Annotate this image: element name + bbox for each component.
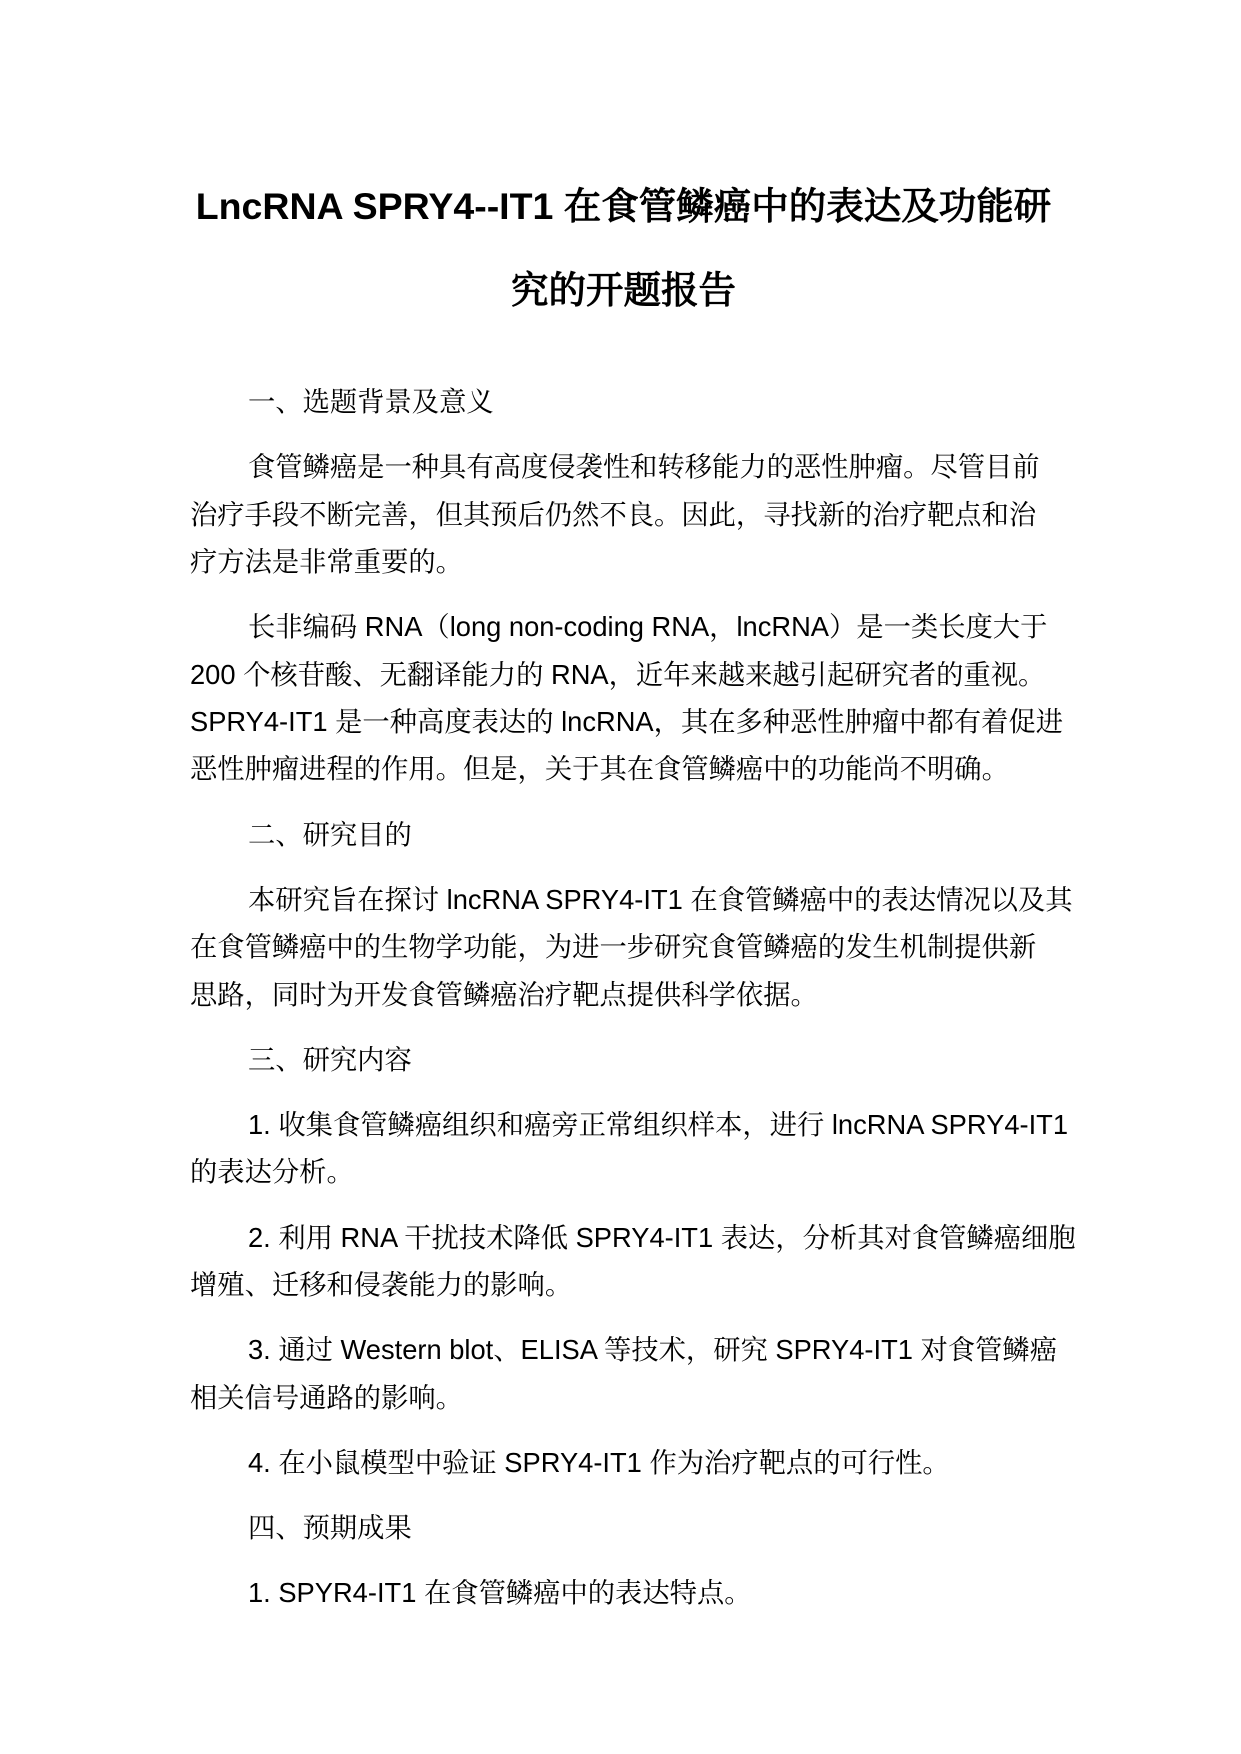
- section-heading-text: 三、研究内容: [248, 1043, 412, 1075]
- title-line: 究的开题报告: [511, 269, 736, 311]
- paragraph-line: 思路，同时为开发食管鳞癌治疗靶点提供科学依据。: [190, 978, 818, 1010]
- list-item-line: 1. 收集食管鳞癌组织和癌旁正常组织样本，进行 lncRNA SPRY4-IT1: [248, 1108, 1069, 1140]
- list-item-line: 相关信号通路的影响。: [190, 1381, 463, 1413]
- section-heading-text: 四、预期成果: [248, 1511, 412, 1543]
- paragraph-line: 恶性肿瘤进程的作用。但是，关于其在食管鳞癌中的功能尚不明确。: [190, 753, 1009, 785]
- paragraph: [190, 443, 1057, 585]
- paragraph-line: 200 个核苷酸、无翻译能力的 RNA，近年来越来越引起研究者的重视。: [190, 658, 1046, 690]
- title-line: LncRNA SPRY4--IT1 在食管鳞癌中的表达及功能研: [195, 185, 1052, 227]
- paragraph-line: 治疗手段不断完善，但其预后仍然不良。因此，寻找新的治疗靶点和治: [190, 498, 1037, 530]
- section-heading-text: 二、研究目的: [248, 818, 412, 850]
- list-item-line: 的表达分析。: [190, 1156, 354, 1188]
- list-item-line: 增殖、迁移和侵袭能力的影响。: [190, 1268, 573, 1300]
- list-item: [190, 1569, 1057, 1616]
- document-body: [190, 378, 1076, 1634]
- list-item: [190, 1101, 1069, 1196]
- section-heading: [190, 1504, 1057, 1551]
- list-item-line: 3. 通过 Western blot、ELISA 等技术，研究 SPRY4-IT1 对食管鳞癌: [248, 1334, 1058, 1366]
- section-heading: [190, 811, 1057, 858]
- document-title: [190, 164, 1057, 332]
- paragraph-line: 在食管鳞癌中的生物学功能，为进一步研究食管鳞癌的发生机制提供新: [190, 931, 1037, 963]
- section-heading-text: 一、选题背景及意义: [248, 386, 494, 417]
- paragraph: [190, 603, 1064, 793]
- list-item: [190, 1214, 1076, 1309]
- list-item-line: 1. SPYR4-IT1 在食管鳞癌中的表达特点。: [248, 1577, 752, 1609]
- paragraph-line: 食管鳞癌是一种具有高度侵袭性和转移能力的恶性肿瘤。尽管目前: [248, 451, 1040, 483]
- paragraph: [190, 876, 1073, 1018]
- section-heading: [190, 378, 1057, 425]
- paragraph-line: 长非编码 RNA（long non-coding RNA，lncRNA）是一类长度大于: [248, 611, 1048, 643]
- list-item-line: 4. 在小鼠模型中验证 SPRY4-IT1 作为治疗靶点的可行性。: [248, 1446, 950, 1478]
- paragraph-line: 本研究旨在探讨 lncRNA SPRY4-IT1 在食管鳞癌中的表达情况以及其: [248, 883, 1073, 915]
- list-item-line: 2. 利用 RNA 干扰技术降低 SPRY4-IT1 表达，分析其对食管鳞癌细胞: [248, 1221, 1076, 1253]
- paragraph-line: 疗方法是非常重要的。: [190, 545, 463, 577]
- section-heading: [190, 1036, 1057, 1083]
- list-item: [190, 1326, 1057, 1421]
- paragraph-line: SPRY4-IT1 是一种高度表达的 lncRNA，其在多种恶性肿瘤中都有着促进: [190, 705, 1064, 737]
- list-item: [190, 1439, 1057, 1486]
